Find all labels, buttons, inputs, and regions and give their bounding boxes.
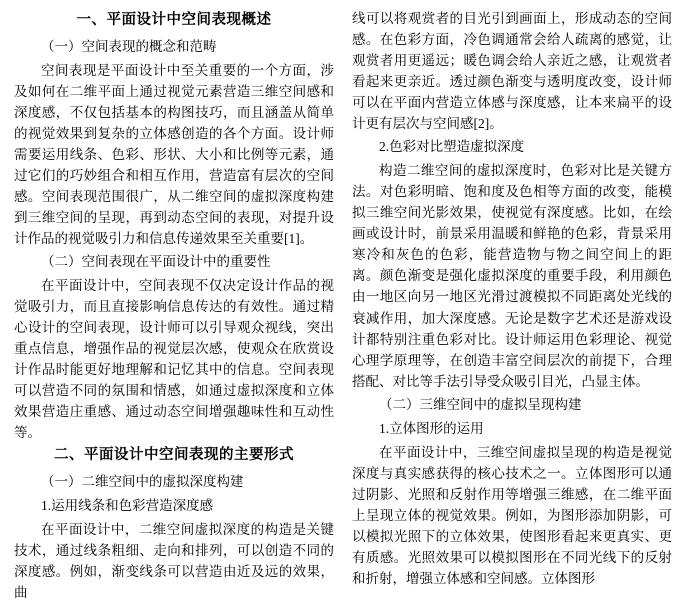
left-column — [14, 8, 334, 600]
section-heading: 二、平面设计中空间表现的主要形式 — [54, 447, 294, 464]
paragraph: 在平面设计中，三维空间虚拟呈现的构造是视觉深度与真实感获得的核心技术之一。立体图形可以通过阴影、光照和反射作用等增强三维感，在二维平面上呈现立体的视觉效果。例如，为图形添加阴影，可以模拟光照下的立体效果，使图形看起来更真实、更有质感。光照效果可以模拟图形在不同光线下的反射和折射，增强立体感和空间感。立体图形 — [352, 444, 672, 586]
section-heading: 一、平面设计中空间表现概述 — [76, 12, 272, 28]
sub-heading: （一）空间表现的概念和范畴 — [41, 38, 217, 54]
sub-sub-heading: 2.色彩对比塑造虚拟深度 — [379, 139, 525, 155]
sub-sub-heading: 1.立体图形的运用 — [379, 420, 484, 436]
paragraph-continued: 线可以将观赏者的目光引到画面上，形成动态的空间感。在色彩方面，冷色调通常会给人疏离的感觉，让观赏者用更遥远；暖色调会给人亲近之感，让观赏者看起来更亲近。透过颜色渐变与透明度改变，设计师可以在平面内营造立体感与深度感，让本来扁平的设计更有层次与空间感[2]。 — [352, 11, 672, 132]
paragraph: 构造二维空间的虚拟深度时，色彩对比是关键方法。对色彩明暗、饱和度及色相等方面的改变，能模拟三维空间光影效果，使视觉有深度感。比如，在绘画或设计时，前景采用温暖和鲜艳的色彩，背景采用寒冷和灰色的色彩，能营造物与物之间空间上的距离。颜色渐变是强化虚拟深度的重要手段，利用颜色由一地区向另一地区光滑过渡模拟不同距离处光线的衰减作用，加大深度感。无论是数字艺术还是游戏设计都特别注重色彩对比。设计师运用色彩理论、视觉心理学原理等，在创造丰富空间层次的前提下，合理搭配、对比等手法引导受众吸引目光，凸显主体。 — [352, 163, 672, 389]
sub-sub-heading: 1.运用线条和色彩营造深度感 — [41, 498, 214, 514]
sub-heading: （二）三维空间中的虚拟呈现构建 — [379, 396, 582, 412]
paragraph: 空间表现是平面设计中至关重要的一个方面，涉及如何在二维平面上通过视觉元素营造三维空间感和深度感，不仅包括基本的构图技巧，而且涵盖从简单的视觉效果到复杂的立体感创造的各个方面。设计师需要运用线条、色彩、形状、大小和比例等元素，通过它们的巧妙组合和相互作用，营造富有层次的空间感。空间表现范围很广，从二维空间的虚拟深度构建到三维空间的呈现，再到动态空间的表现，对提升设计作品的视觉吸引力和信息传递效果至关重要[1]。 — [14, 62, 334, 247]
paragraph: 在平面设计中，空间表现不仅决定设计作品的视觉吸引力，而且直接影响信息传达的有效性。通过精心设计的空间表现，设计师可以引导观众视线，突出重点信息，增强作品的视觉层次感，使观众在欣赏设计作品时能更好地理解和记忆其中的信息。空间表现可以营造不同的氛围和情感，如通过虚拟深度和立体效果营造庄重感、通过动态空间增强趣味性和互动性等。 — [14, 278, 334, 441]
sub-heading: （一）二维空间中的虚拟深度构建 — [41, 474, 244, 490]
paragraph: 在平面设计中，二维空间虚拟深度的构造是关键技术，通过线条粗细、走向和排列，可以创造不同的深度感。例如，渐变线条可以营造由近及远的效果，曲 — [14, 521, 334, 601]
right-column — [352, 8, 672, 600]
sub-heading: （二）空间表现在平面设计中的重要性 — [41, 254, 271, 270]
